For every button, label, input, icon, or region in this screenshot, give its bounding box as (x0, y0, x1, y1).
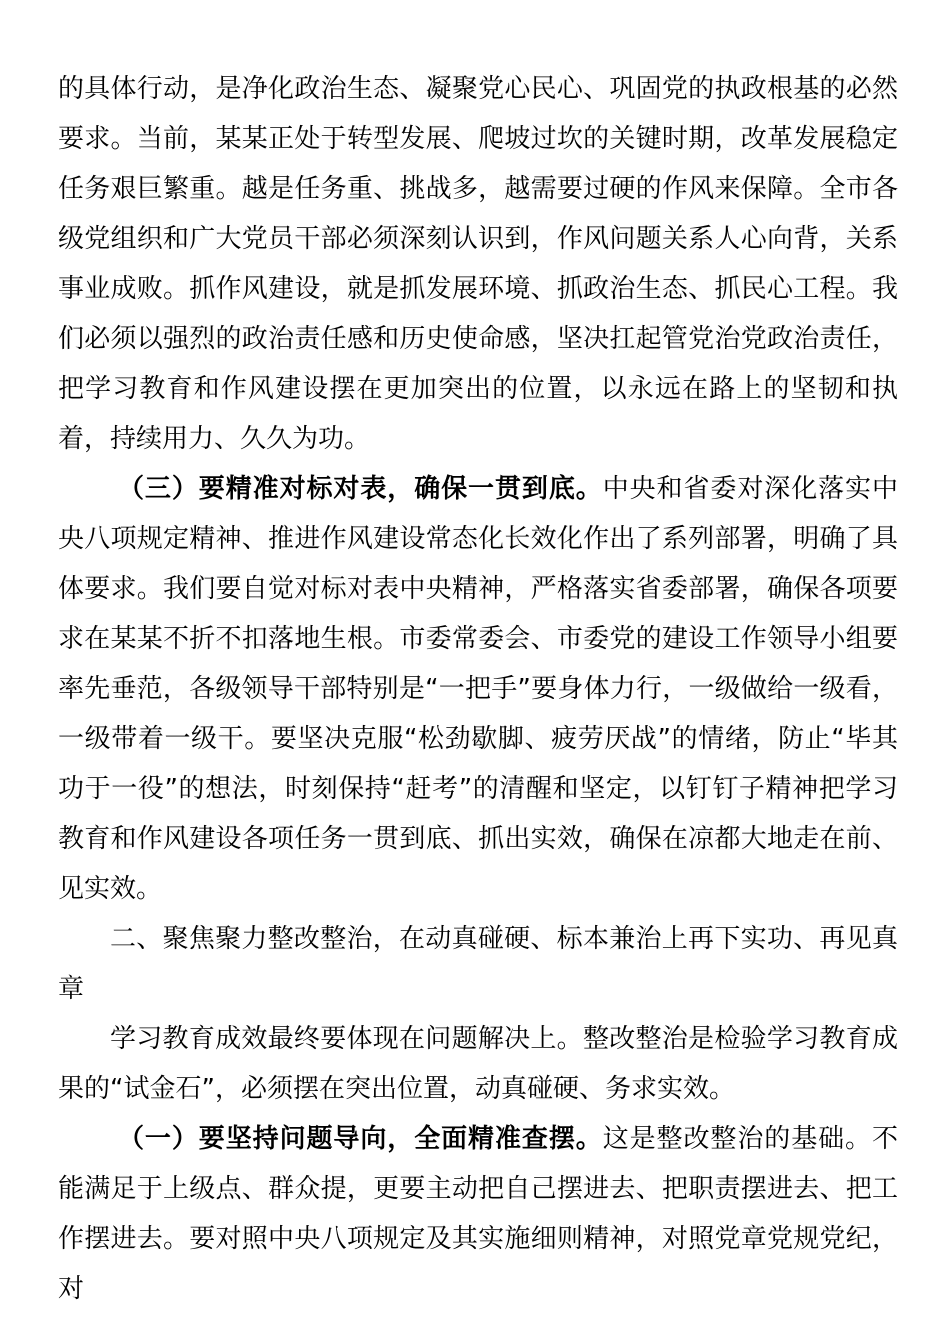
paragraph-5-text: 这是整改整治的基础。不能满足于上级点、群众提，更要主动把自己摆进去、把职责摆进去、把工作摆进去。要对照中央八项规定及其实施细则精神，对照党章党规党纪，对 (58, 1124, 898, 1304)
section-heading-2-text: 二、聚焦聚力整改整治，在动真碰硬、标本兼治上再下实功、再见真章 (58, 924, 898, 1004)
paragraph-2-heading: （三）要精准对标对表，确保一贯到底。 (118, 474, 603, 504)
document-page (58, 64, 898, 1314)
paragraph-1-text: 的具体行动，是净化政治生态、凝聚党心民心、巩固党的执政根基的必然要求。当前，某某正处于转型发展、爬坡过坎的关键时期，改革发展稳定任务艰巨繁重。越是任务重、挑战多，越需要过硬的作风来保障。全市各级党组织和广大党员干部必须深刻认识到，作风问题关系人心向背，关系事业成败。抓作风建设，就是抓发展环境、抓政治生态、抓民心工程。我们必须以强烈的政治责任感和历史使命感，坚决扛起管党治党政治责任，把学习教育和作风建设摆在更加突出的位置，以永远在路上的坚韧和执着，持续用力、久久为功。 (58, 74, 898, 454)
paragraph-2-text: 中央和省委对深化落实中央八项规定精神、推进作风建设常态化长效化作出了系列部署，明确了具体要求。我们要自觉对标对表中央精神，严格落实省委部署，确保各项要求在某某不折不扣落地生根。市委常委会、市委党的建设工作领导小组要率先垂范，各级领导干部特别是“一把手”要身体力行，一级做给一级看，一级带着一级干。要坚决克服“松劲歇脚、疲劳厌战”的情绪，防止“毕其功于一役”的想法，时刻保持“赶考”的清醒和坚定，以钉钉子精神把学习教育和作风建设各项任务一贯到底、抓出实效，确保在凉都大地走在前、见实效。 (58, 474, 898, 904)
paragraph-4-text: 学习教育成效最终要体现在问题解决上。整改整治是检验学习教育成果的“试金石”，必须摆在突出位置，动真碰硬、务求实效。 (58, 1024, 898, 1104)
paragraph-2 (58, 464, 898, 914)
paragraph-5 (58, 1114, 898, 1314)
paragraph-1 (58, 64, 898, 464)
section-heading-2 (58, 914, 898, 1014)
paragraph-4 (58, 1014, 898, 1114)
paragraph-5-heading: （一）要坚持问题导向，全面精准查摆。 (118, 1124, 603, 1154)
